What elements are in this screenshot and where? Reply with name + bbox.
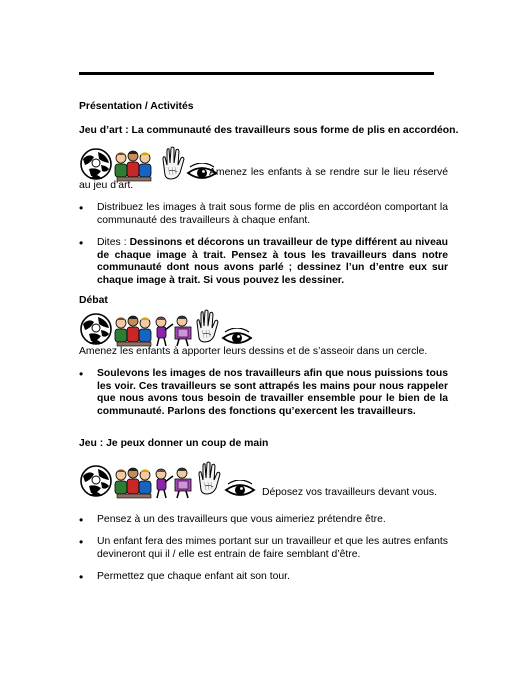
eye-icon	[221, 328, 253, 348]
globe-children-icon	[79, 464, 113, 498]
activity1-heading: Jeu d’art : La communauté des travailleurs sous forme de plis en accordéon.	[79, 125, 459, 136]
bullet-dot: •	[79, 570, 84, 584]
debate-heading: Débat	[79, 295, 108, 306]
debate-bullet-text: Soulevons les images de nos travailleurs afin que nous puissions tous les voir. Ces travailleurs se sont attrapés les mains pour nous rappeler que nous avons tous besoin de travailler ensemble pour le bien de la communauté. Parlons des fonctions qu’exercent les travailleurs.	[97, 368, 448, 417]
group-of-children-icon	[113, 466, 155, 500]
child-with-box-icon	[173, 314, 193, 348]
top-horizontal-rule	[79, 72, 434, 75]
section-title: Présentation / Activités	[79, 101, 194, 112]
bullet-dot: •	[79, 535, 84, 549]
group-of-children-icon	[113, 314, 155, 348]
game-bullet-2-text: Un enfant fera des mimes portant sur un travailleur et que les autres enfants devineront qui il / elle est entrain de faire semblant d’être.	[97, 536, 448, 560]
game-instruction: Déposez vos travailleurs devant vous.	[262, 487, 437, 498]
bullet-dot: •	[79, 513, 84, 527]
activity1-bullet-2-plain: Dites :	[97, 237, 130, 248]
child-pointing-icon	[153, 314, 175, 348]
game-heading: Jeu : Je peux donner un coup de main	[79, 438, 269, 449]
bullet-dot: •	[79, 236, 84, 250]
child-pointing-icon	[153, 466, 175, 500]
activity1-bullet-1-plain: Distribuez les images à trait sous forme de plis en accordéon comportant la communauté des travailleurs à chaque enfant.	[97, 202, 448, 226]
debate-instruction: Amenez les enfants à apporter leurs dessins et de s’asseoir dans un cercle.	[79, 346, 428, 357]
hand-icon	[195, 460, 223, 496]
bullet-dot: •	[79, 367, 84, 381]
game-bullet-1-text: Pensez à un des travailleurs que vous aimeriez prétendre être.	[97, 514, 386, 525]
game-bullet-3-text: Permettez que chaque enfant ait son tour.	[97, 571, 290, 582]
debate-icon-row	[79, 308, 249, 348]
activity1-bullet-1-text	[97, 202, 448, 227]
globe-children-icon	[79, 312, 113, 346]
activity1-bullet-2-text	[97, 237, 448, 287]
eye-icon	[224, 480, 256, 500]
activity1-bullet-2-bold: Dessinons et décorons un travailleur de type différent au niveau de chaque image à trait. Pensez à tous les travailleurs dans notre communauté dont nous avons parlé ; dessinez l’un d’entre eux sur chaque image à trait. Si vous pouvez les dessiner.	[97, 237, 448, 286]
child-with-box-icon	[173, 466, 193, 500]
bullet-dot: •	[79, 201, 84, 215]
hand-icon	[193, 308, 221, 344]
activity1-instruction: Amenez les enfants à se rendre sur le lieu réservé au jeu d’art.	[79, 167, 448, 191]
game-icon-row	[79, 460, 249, 500]
